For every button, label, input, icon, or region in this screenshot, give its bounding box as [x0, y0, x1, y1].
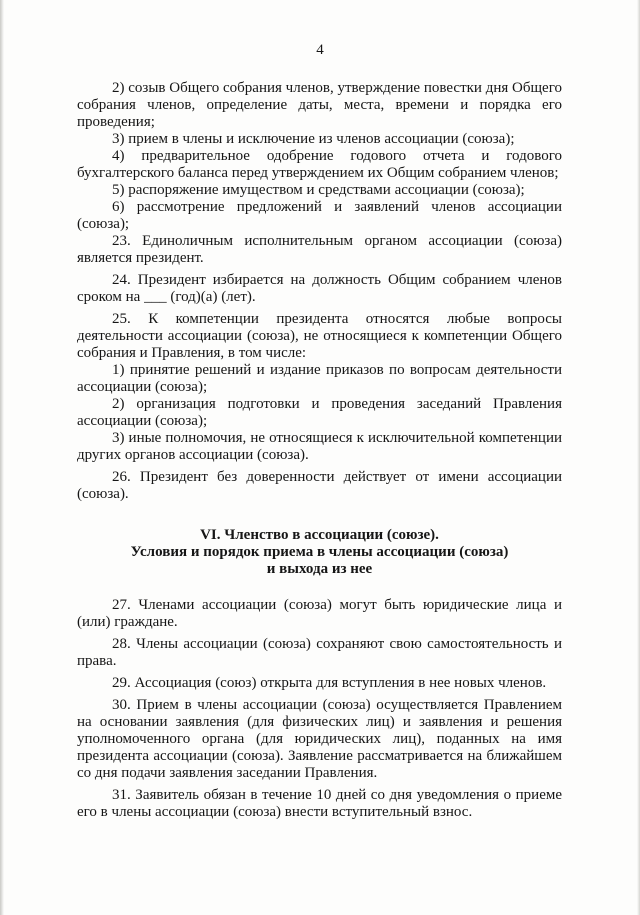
- paragraph-item: 5) распоряжение имуществом и средствами ассоциации (союза);: [112, 182, 525, 198]
- paragraph-item: 4) предварительное одобрение годового отчета и годового бухгалтерского баланса перед утверждением их Общим собранием членов;: [77, 148, 562, 181]
- paragraph-clause-31: 31. Заявитель обязан в течение 10 дней со дня уведомления о приеме его в члены ассоциации (союза) внести вступительный взнос.: [77, 787, 562, 820]
- section-heading: [77, 527, 562, 578]
- paragraph-clause-29: 29. Ассоциация (союз) открыта для вступления в нее новых членов.: [112, 675, 547, 691]
- paragraph-clause-25: 25. К компетенции президента относятся любые вопросы деятельности ассоциации (союза), не относящиеся к компетенции Общего собрания и Правления, в том числе:: [77, 311, 562, 361]
- paragraph-clause-23: 23. Единоличным исполнительным органом ассоциации (союза) является президент.: [77, 233, 562, 266]
- paragraph-item: 1) принятие решений и издание приказов по вопросам деятельности ассоциации (союза);: [77, 362, 562, 395]
- paragraph-item: 2) созыв Общего собрания членов, утверждение повестки дня Общего собрания членов, определение даты, места, времени и порядка его проведения;: [77, 80, 562, 130]
- paragraph-item: 3) иные полномочия, не относящиеся к исключительной компетенции других органов ассоциации (союза).: [77, 430, 562, 463]
- paragraph-clause-27: 27. Членами ассоциации (союза) могут быть юридические лица и (или) граждане.: [77, 597, 562, 630]
- section-heading-line-1: VI. Членство в ассоциации (союзе).: [200, 527, 439, 543]
- section-heading-line-3: и выхода из нее: [266, 561, 373, 577]
- page-left-edge: [0, 0, 4, 915]
- paragraph-item: 6) рассмотрение предложений и заявлений членов ассоциации (союза);: [77, 199, 562, 232]
- page-number: 4: [316, 42, 324, 58]
- paragraph-item: 2) организация подготовки и проведения заседаний Правления ассоциации (союза);: [77, 396, 562, 429]
- section-heading-line-2: Условия и порядок приема в члены ассоциации (союза): [130, 544, 509, 560]
- paragraph-clause-24: 24. Президент избирается на должность Общим собранием членов сроком на ___ (год)(а) (лет).: [77, 272, 562, 305]
- paragraph-clause-30: 30. Прием в члены ассоциации (союза) осуществляется Правлением на основании заявления (для физических лиц) и заявления и решения уполномоченного органа (для юридических лиц), поданных на имя президента ассоциации (союза). Заявление рассматривается на ближайшем со дня подачи заявления заседании Правления.: [77, 697, 562, 781]
- paragraph-clause-28: 28. Члены ассоциации (союза) сохраняют свою самостоятельность и права.: [77, 636, 562, 669]
- paragraph-clause-26: 26. Президент без доверенности действует от имени ассоциации (союза).: [77, 469, 562, 502]
- paragraph-item: 3) прием в члены и исключение из членов ассоциации (союза);: [112, 131, 515, 147]
- document-body: [77, 80, 562, 821]
